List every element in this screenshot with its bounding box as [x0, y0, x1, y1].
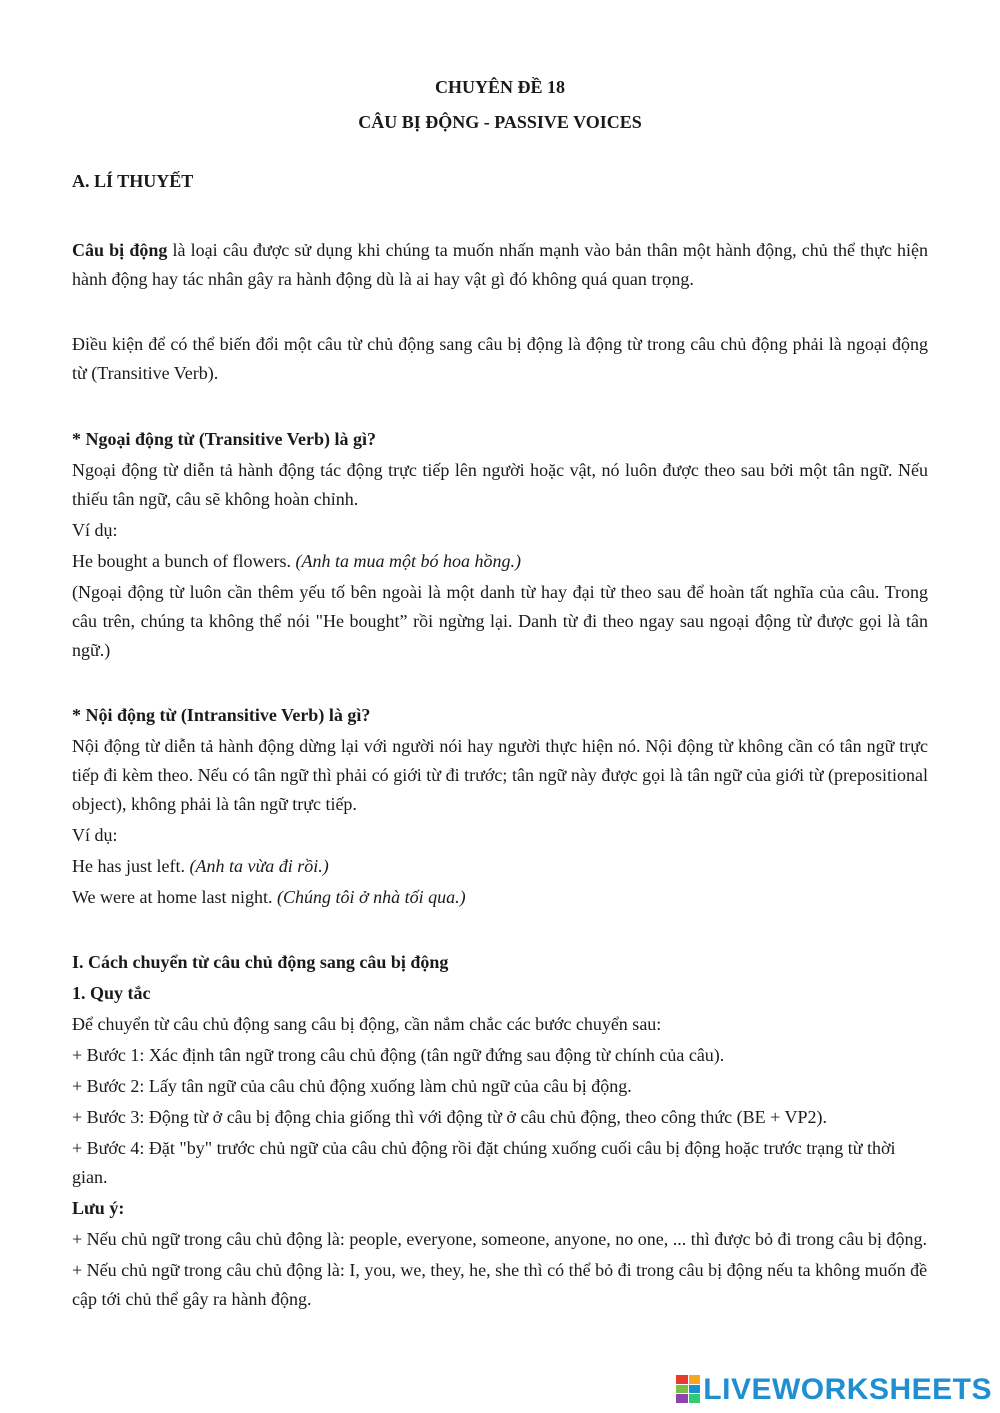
- intransitive-example-2: [72, 883, 928, 912]
- liveworksheets-logo: [676, 1371, 992, 1407]
- intransitive-example-2-en: We were at home last night.: [72, 887, 277, 907]
- transitive-heading: * Ngoại động từ (Transitive Verb) là gì?: [72, 429, 376, 449]
- document-page: [72, 70, 928, 1314]
- transitive-example-en: He bought a bunch of flowers.: [72, 551, 296, 571]
- page-title: CÂU BỊ ĐỘNG - PASSIVE VOICES: [358, 112, 642, 132]
- intransitive-example-1: [72, 852, 928, 881]
- intransitive-example-2-vi: (Chúng tôi ở nhà tối qua.): [277, 887, 466, 907]
- transitive-explanation: (Ngoại động từ luôn cần thêm yếu tố bên ngoài là một danh từ hay đại từ theo sau để hoàn tất nghĩa của câu. Trong câu trên, chúng ta không thể nói "He bought” rồi ngừng lại. Danh từ đi theo ngay sau ngoại động từ được gọi là tân ngữ.): [72, 582, 928, 660]
- intro-text: là loại câu được sử dụng khi chúng ta muốn nhấn mạnh vào bản thân một hành động, chủ thể thực hiện hành động hay tác nhân gây ra hành động dù là ai hay vật gì đó không quá quan trọng.: [72, 240, 929, 289]
- step-3: + Bước 3: Động từ ở câu bị động chia giống thì với động từ ở câu chủ động, theo công thức (BE + VP2).: [72, 1107, 827, 1127]
- section-i-heading: I. Cách chuyển từ câu chủ động sang câu bị động: [72, 952, 449, 972]
- note-1: + Nếu chủ ngữ trong câu chủ động là: people, everyone, someone, anyone, no one, ... thì được bỏ đi trong câu bị động.: [72, 1229, 927, 1249]
- rules-lead: Để chuyển từ câu chủ động sang câu bị động, cần nắm chắc các bước chuyển sau:: [72, 1014, 662, 1034]
- intransitive-example-label: Ví dụ:: [72, 825, 118, 845]
- intransitive-example-1-en: He has just left.: [72, 856, 190, 876]
- condition-paragraph: Điều kiện để có thể biến đổi một câu từ chủ động sang câu bị động là động từ trong câu chủ động phải là ngoại động từ (Transitive Verb).: [72, 334, 928, 383]
- rules-subheading: 1. Quy tắc: [72, 983, 151, 1003]
- transitive-definition: Ngoại động từ diễn tả hành động tác động trực tiếp lên người hoặc vật, nó luôn được theo sau bởi một tân ngữ. Nếu thiếu tân ngữ, câu sẽ không hoàn chỉnh.: [72, 460, 928, 509]
- intro-bold-term: Câu bị động: [72, 240, 168, 260]
- intro-paragraph: [72, 236, 928, 294]
- step-4: + Bước 4: Đặt "by" trước chủ ngữ của câu chủ động rồi đặt chúng xuống cuối câu bị động hoặc trước trạng từ thời gian.: [72, 1138, 896, 1187]
- intransitive-example-1-vi: (Anh ta vừa đi rồi.): [189, 856, 329, 876]
- note-2: + Nếu chủ ngữ trong câu chủ động là: I, you, we, they, he, she thì có thể bỏ đi trong câu bị động nếu ta không muốn đề cập tới chủ thể gây ra hành động.: [72, 1260, 928, 1309]
- transitive-example-label: Ví dụ:: [72, 520, 118, 540]
- liveworksheets-logo-icon: [676, 1375, 700, 1403]
- transitive-example: [72, 547, 928, 576]
- section-a-heading: A. LÍ THUYẾT: [72, 171, 194, 191]
- topic-title: CHUYÊN ĐỀ 18: [434, 77, 565, 97]
- liveworksheets-logo-text: LIVEWORKSHEETS: [703, 1372, 992, 1406]
- note-heading: Lưu ý:: [72, 1198, 125, 1218]
- step-1: + Bước 1: Xác định tân ngữ trong câu chủ động (tân ngữ đứng sau động từ chính của câu).: [72, 1045, 725, 1065]
- transitive-example-vi: (Anh ta mua một bó hoa hồng.): [295, 551, 521, 571]
- intransitive-definition: Nội động từ diễn tả hành động dừng lại với người nói hay người thực hiện nó. Nội động từ không cần có tân ngữ trực tiếp đi kèm theo. Nếu có tân ngữ thì phải có giới từ đi trước; tân ngữ này được gọi là tân ngữ của giới từ (prepositional object), không phải là tân ngữ trực tiếp.: [72, 736, 928, 814]
- intransitive-heading: * Nội động từ (Intransitive Verb) là gì?: [72, 705, 371, 725]
- step-2: + Bước 2: Lấy tân ngữ của câu chủ động xuống làm chủ ngữ của câu bị động.: [72, 1076, 632, 1096]
